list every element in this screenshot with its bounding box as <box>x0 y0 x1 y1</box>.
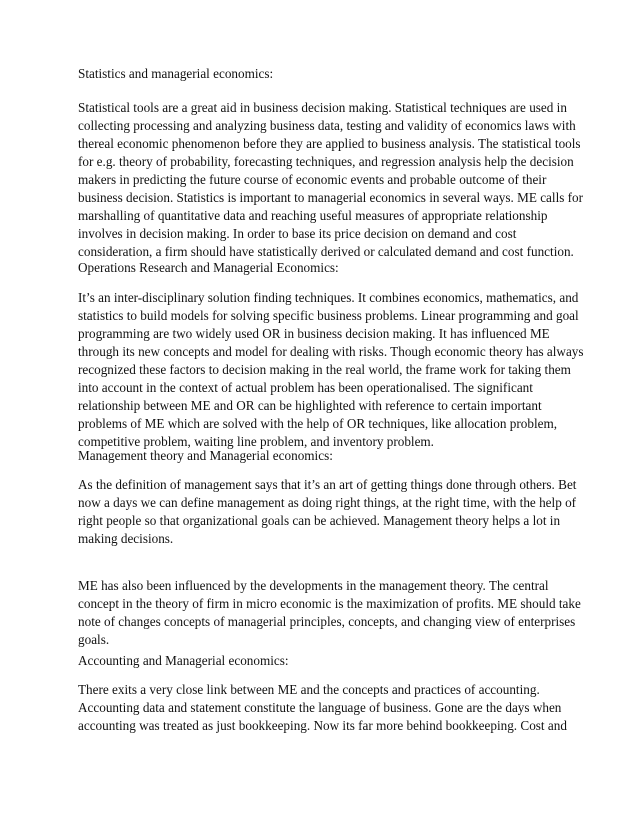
heading-statistics: Statistics and managerial economics: <box>78 66 274 81</box>
text-line: note of changes concepts of managerial principles, concepts, and changing view of enterprises <box>78 614 576 629</box>
text-line: relationship between ME and OR can be highlighted with reference to certain important <box>78 398 542 413</box>
text-line: problems of ME which are solved with the help of OR techniques, like allocation problem, <box>78 416 558 431</box>
text-line: into account in the context of actual problem has been operationalised. The significant <box>78 380 533 395</box>
text-line: Accounting data and statement constitute the language of business. Gone are the days when <box>78 700 562 715</box>
text-line: It’s an inter-disciplinary solution finding techniques. It combines economics, mathematics, and <box>78 290 579 305</box>
text-line: collecting processing and analyzing business data, testing and validity of economics laws with <box>78 118 576 133</box>
text-line: now a days we can define management as doing right things, at the right time, with the help of <box>78 495 577 510</box>
paragraph-operations-research <box>78 289 584 451</box>
text-line: marshalling of quantitative data and reaching useful measures of appropriate relationship <box>78 208 548 223</box>
text-line: right people so that organizational goals can be achieved. Management theory helps a lot in <box>78 513 561 528</box>
heading-operations-research: Operations Research and Managerial Economics: <box>78 260 339 275</box>
paragraph-accounting <box>78 681 567 735</box>
text-line: ME has also been influenced by the developments in the management theory. The central <box>78 578 549 593</box>
text-line: goals. <box>78 632 110 647</box>
text-line: competitive problem, waiting line problem, and inventory problem. <box>78 434 434 449</box>
text-line: consideration, a firm should have statistically derived or calculated demand and cost function. <box>78 244 574 259</box>
text-line: statistics to build models for solving specific business problems. Linear programming and goal <box>78 308 579 323</box>
text-line: making decisions. <box>78 531 174 546</box>
paragraph-statistics <box>78 99 583 261</box>
paragraph-management-definition <box>78 476 576 548</box>
text-line: There exits a very close link between ME and the concepts and practices of accounting. <box>78 682 540 697</box>
text-line: for e.g. theory of probability, forecasting techniques, and regression analysis help the decision <box>78 154 574 169</box>
heading-accounting: Accounting and Managerial economics: <box>78 653 289 668</box>
text-line: business decision. Statistics is important to managerial economics in several ways. ME calls for <box>78 190 584 205</box>
heading-management-theory: Management theory and Managerial economics: <box>78 448 333 463</box>
text-line: Statistical tools are a great aid in business decision making. Statistical techniques are used in <box>78 100 567 115</box>
text-line: As the definition of management says that it’s an art of getting things done through others. Bet <box>78 477 577 492</box>
paragraph-management-influence <box>78 577 581 649</box>
text-line: programming are two widely used OR in business decision making. It has influenced ME <box>78 326 550 341</box>
text-line: concept in the theory of firm in micro economic is the maximization of profits. ME should take <box>78 596 581 611</box>
text-line: through its new concepts and model for dealing with risks. Though economic theory has always <box>78 344 584 359</box>
text-line: involves in decision making. In order to base its price decision on demand and cost <box>78 226 517 241</box>
text-line: thereal economic phenomenon before they are applied to business analysis. The statistical tools <box>78 136 581 151</box>
text-line: recognized these factors to decision making in the real world, the frame work for taking them <box>78 362 571 377</box>
text-line: makers in predicting the future course of economic events and probable outcome of their <box>78 172 547 187</box>
text-line: accounting was treated as just bookkeeping. Now its far more behind bookkeeping. Cost and <box>78 718 567 733</box>
